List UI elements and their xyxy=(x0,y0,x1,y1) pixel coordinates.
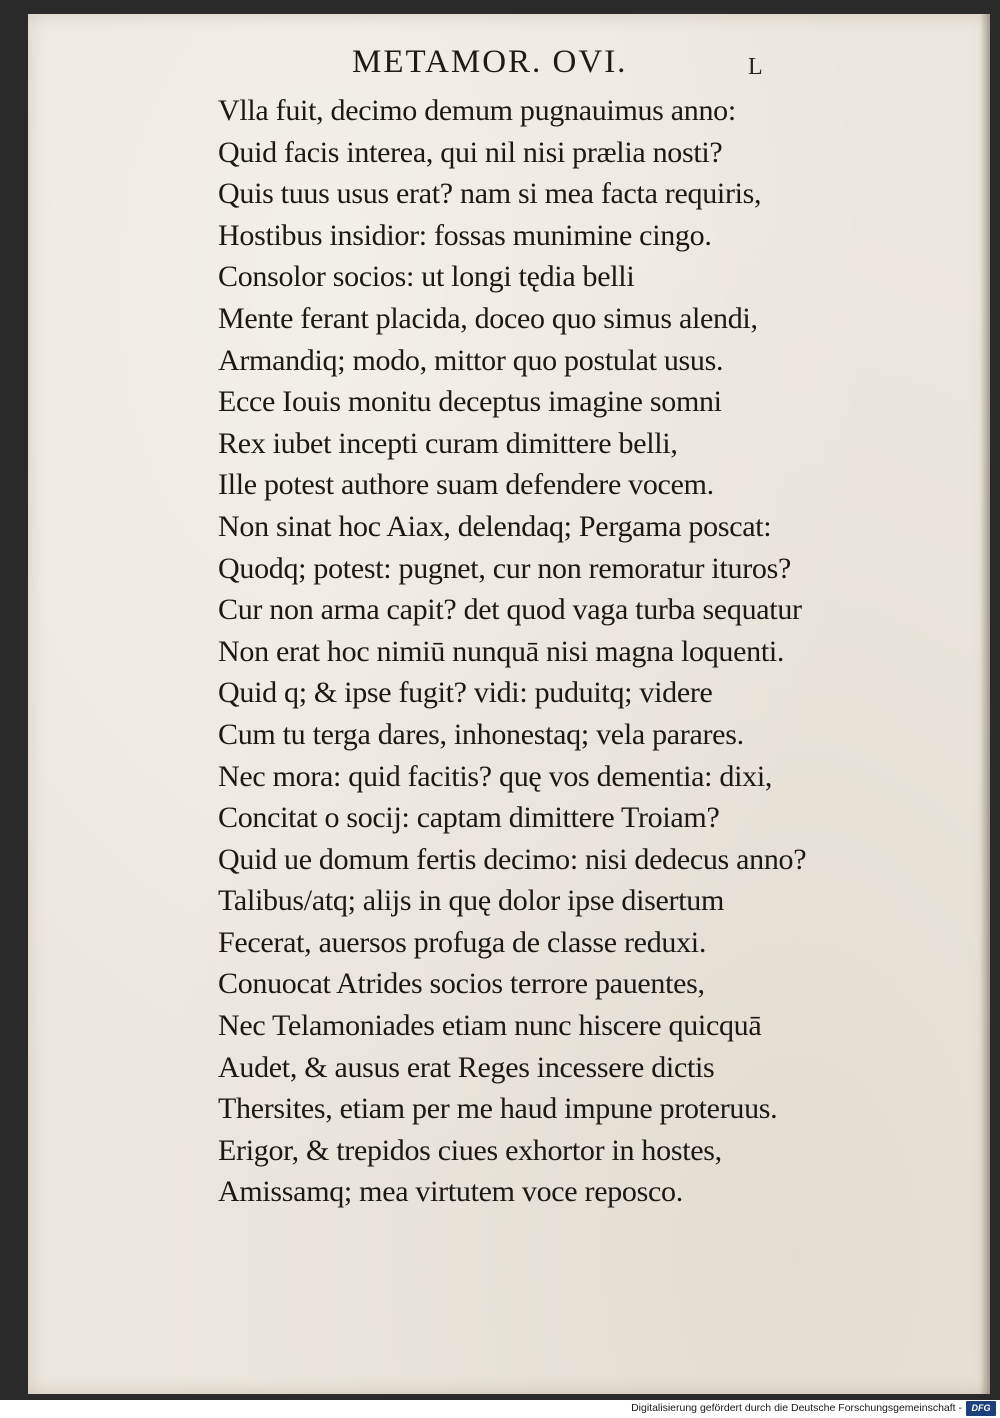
verse-line: Quid ue domum fertis decimo: nisi dedecus anno? xyxy=(218,842,807,876)
verse-line: Quis tuus usus erat? nam si mea facta requiris, xyxy=(218,177,762,211)
verse-line: Ille potest authore suam defendere vocem. xyxy=(218,468,714,502)
verse-line: Talibus/atq; alijs in quę dolor ipse disertum xyxy=(218,884,724,918)
verse-line: Thersites, etiam per me haud impune proteruus. xyxy=(218,1092,778,1126)
verse-list xyxy=(218,90,806,1213)
verse-line: Conuocat Atrides socios terrore pauentes, xyxy=(218,967,705,1001)
dfg-logo: DFG xyxy=(966,1401,996,1416)
footer-strip xyxy=(0,1400,1000,1418)
verse-line: Rex iubet incepti curam dimittere belli, xyxy=(218,426,678,460)
verse-line: Ecce Iouis monitu deceptus imagine somni xyxy=(218,385,722,419)
verse-line: Armandiq; modo, mittor quo postulat usus. xyxy=(218,343,724,377)
verse-line: Consolor socios: ut longi tędia belli xyxy=(218,260,635,294)
header-mark: L xyxy=(748,54,763,80)
verse-line: Vlla fuit, decimo demum pugnauimus anno: xyxy=(218,94,736,127)
verse-line: Quid facis interea, qui nil nisi prælia nosti? xyxy=(218,135,723,169)
verse-line: Amissamq; mea virtutem voce reposco. xyxy=(218,1175,683,1209)
verse-line: Fecerat, auersos profuga de classe reduxi. xyxy=(218,925,707,959)
verse-line: Cum tu terga dares, inhonestaq; vela parares. xyxy=(218,717,744,751)
running-header: METAMOR. OVI. xyxy=(352,44,628,80)
verse-line: Erigor, & trepidos ciues exhortor in hostes, xyxy=(218,1133,722,1167)
verse-line: Non sinat hoc Aiax, delendaq; Pergama poscat: xyxy=(218,509,772,543)
verse-line: Cur non arma capit? det quod vaga turba sequatur xyxy=(218,593,802,627)
verse-line: Concitat o socij: captam dimittere Troiam? xyxy=(218,801,720,835)
page-edge-shadow xyxy=(980,14,990,1394)
verse-line: Hostibus insidior: fossas munimine cingo. xyxy=(218,218,712,252)
verse-line: Non erat hoc nimiū nunquā nisi magna loquenti. xyxy=(218,634,785,668)
verse-line: Nec mora: quid facitis? quę vos dementia: dixi, xyxy=(218,759,773,793)
verse-line: Mente ferant placida, doceo quo simus alendi, xyxy=(218,301,758,335)
verse-line: Quid q; & ipse fugit? vidi: puduitq; videre xyxy=(218,676,713,710)
digitization-credit: Digitalisierung gefördert durch die Deutsche Forschungsgemeinschaft - xyxy=(631,1402,962,1414)
verse-line: Audet, & ausus erat Reges incessere dictis xyxy=(218,1050,715,1084)
verse-line: Quodq; potest: pugnet, cur non remoratur ituros? xyxy=(218,551,791,585)
verse-line: Nec Telamoniades etiam nunc hiscere quicquā xyxy=(218,1009,762,1043)
